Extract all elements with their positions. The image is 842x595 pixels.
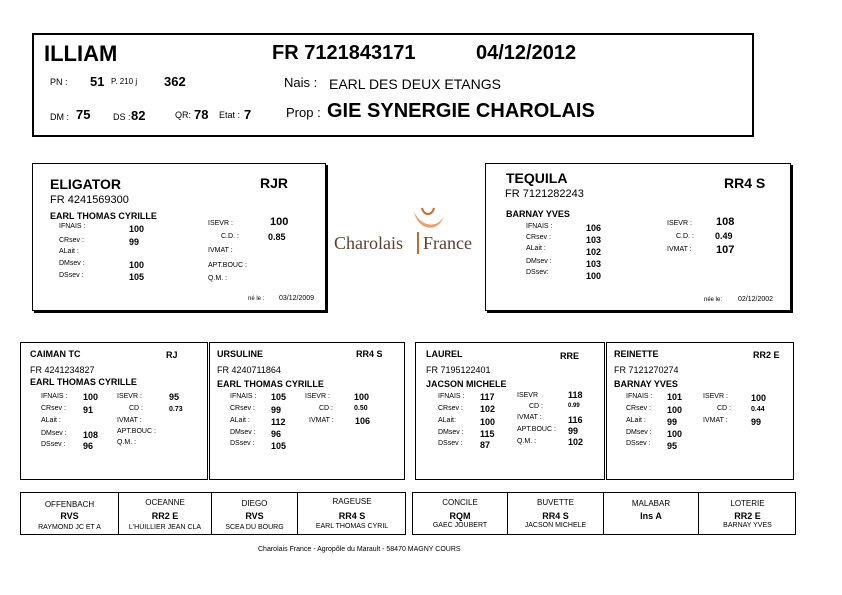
prop-value: GIE SYNERGIE CHAROLAIS	[327, 100, 595, 122]
dam-ivmat-label: IVMAT :	[667, 246, 692, 253]
dam-name: TEQUILA	[506, 170, 568, 186]
dam-alait-label: ALait :	[526, 245, 546, 252]
ancestor-cell	[298, 493, 406, 534]
ancestor-cell	[604, 493, 698, 534]
gp-crsev-value: 102	[480, 404, 496, 414]
gp-dmsev-label: DMsev :	[626, 429, 652, 436]
gp-ifnais-value: 100	[83, 392, 99, 402]
dam-ifnais-value: 106	[586, 223, 602, 233]
gp-dssev-label: DSsev :	[230, 440, 255, 447]
sire-dmsev-label: DMsev :	[59, 260, 85, 267]
gp-id: FR 4241234827	[30, 365, 95, 375]
dam-dmsev-value: 103	[586, 259, 602, 269]
p210-value: 362	[164, 74, 186, 89]
dam-born-label: née le:	[704, 297, 723, 303]
gp-code: RR4 S	[356, 349, 383, 359]
dm-value: 75	[76, 107, 91, 122]
gp-dmsev-label: DMsev :	[438, 429, 464, 436]
dam-cd-label: C.D. :	[676, 233, 694, 240]
ds-value: 82	[131, 108, 146, 123]
grandparent-card-reinette	[606, 342, 794, 480]
gp-dssev-label: DSsev :	[41, 441, 66, 448]
gp-name: CAIMAN TC	[30, 349, 81, 359]
dm-label: DM :	[50, 112, 69, 122]
gp-ivmat-value: 106	[355, 416, 371, 426]
gp-crsev-value: 91	[83, 405, 94, 415]
dam-isevr-label: ISEVR :	[667, 220, 692, 227]
nais-value: EARL DES DEUX ETANGS	[329, 76, 501, 92]
sire-code: RJR	[260, 175, 289, 191]
gp-qm-value: 102	[568, 437, 584, 447]
ancestor-owner: JACSON MICHELE	[524, 522, 587, 529]
sire-cd-value: 0.85	[268, 232, 286, 242]
gp-cd-label: CD :	[529, 403, 543, 410]
dam-dmsev-label: DMsev :	[526, 258, 552, 265]
gp-dssev-value: 95	[667, 441, 678, 451]
gp-ifnais-value: 117	[480, 392, 495, 402]
dam-ivmat-value: 107	[716, 244, 735, 256]
sire-apt-label: APT.BOUC :	[208, 262, 247, 269]
ancestor-code: RR2 E	[151, 511, 179, 521]
ancestor-cell	[413, 493, 507, 534]
gp-isevr-value: 95	[169, 392, 180, 402]
animal-date: 04/12/2012	[476, 42, 577, 64]
dam-born-value: 02/12/2002	[738, 296, 774, 303]
sire-ifnais-value: 100	[129, 224, 145, 234]
ancestor-code: RR4 S	[542, 511, 569, 521]
gp-dssev-value: 87	[480, 440, 491, 450]
footer-address: Charolais France - Agropôle du Marault - 58470 MAGNY COURS	[258, 546, 461, 553]
gp-crsev-label: CRsev :	[438, 405, 463, 412]
gp-dssev-label: DSsev :	[626, 440, 651, 447]
gp-name: URSULINE	[217, 349, 264, 359]
gp-dmsev-value: 115	[480, 429, 495, 439]
gp-dmsev-label: DMsev :	[41, 430, 67, 437]
animal-name: ILLIAM	[44, 41, 118, 66]
gp-ivmat-value: 116	[568, 415, 583, 425]
ancestor-code: RQM	[449, 511, 471, 521]
gp-cd-value: 0.44	[751, 406, 765, 413]
gp-ifnais-label: IFNAIS :	[230, 393, 257, 400]
gp-alait-value: 100	[480, 417, 496, 427]
gp-ivmat-label: IVMAT :	[703, 417, 728, 424]
pn-value: 51	[90, 74, 105, 89]
ancestor-name: BUVETTE	[537, 498, 574, 507]
qr-value: 78	[194, 107, 209, 122]
gp-dmsev-label: DMsev :	[230, 429, 256, 436]
gp-alait-label: ALait :	[626, 417, 646, 424]
sire-isevr-value: 100	[270, 216, 289, 228]
gp-alait-value: 99	[667, 417, 678, 427]
gp-dmsev-value: 100	[667, 429, 683, 439]
gp-cd-value: 0.73	[169, 406, 183, 413]
ancestor-name: LOTERIE	[730, 499, 765, 508]
gp-crsev-label: CRsev :	[626, 405, 651, 412]
animal-id: FR 7121843171	[272, 42, 416, 64]
gp-isevr-label: ISEVR	[517, 392, 539, 399]
sire-crsev-label: CRsev :	[59, 237, 84, 244]
ancestor-owner: RAYMOND JC ET A	[38, 524, 101, 531]
gp-code: RJ	[166, 350, 178, 360]
sire-born-value: 03/12/2009	[279, 295, 315, 302]
gp-ivmat-label: IVMAT :	[309, 417, 334, 424]
gp-crsev-value: 99	[271, 405, 282, 415]
ancestor-owner: BARNAY YVES	[723, 522, 772, 529]
gp-cd-value: 0.99	[568, 403, 580, 409]
sire-qm-label: Q.M. :	[208, 275, 228, 282]
gp-name: REINETTE	[614, 349, 659, 359]
gp-ifnais-label: IFNAIS :	[41, 393, 68, 400]
dam-card	[485, 163, 791, 311]
gp-isevr-value: 100	[354, 392, 370, 402]
gp-name: LAUREL	[426, 349, 463, 359]
ancestor-code: RVS	[245, 511, 264, 521]
gp-isevr-label: ISEVR :	[117, 393, 142, 400]
dam-breeder: BARNAY YVES	[506, 209, 570, 219]
gp-ivmat-value: 99	[751, 417, 762, 427]
gp-dmsev-value: 108	[83, 430, 99, 440]
sire-ifnais-label: IFNAIS :	[59, 223, 86, 230]
ancestor-code: Ins A	[640, 511, 662, 521]
gp-apt-label: APT.BOUC :	[517, 426, 556, 433]
ancestor-code: RVS	[60, 511, 79, 521]
gp-id: FR 7121270274	[614, 365, 679, 375]
gp-breeder: EARL THOMAS CYRILLE	[30, 377, 137, 387]
grandparent-card-ursuline	[209, 342, 405, 480]
gp-alait-label: ALait :	[41, 417, 61, 424]
ancestor-name: RAGEUSE	[332, 497, 372, 506]
ancestor-cell	[508, 493, 603, 534]
gp-breeder: JACSON MICHELE	[426, 379, 507, 389]
sire-isevr-label: ISEVR :	[208, 220, 233, 227]
dam-crsev-value: 103	[586, 235, 602, 245]
etat-label: Etat :	[219, 110, 241, 120]
ancestor-name: OFFENBACH	[44, 500, 95, 509]
sire-born-label: né le :	[248, 296, 265, 302]
ancestor-name: DIEGO	[241, 499, 268, 508]
ancestor-code: RR4 S	[338, 511, 366, 521]
gp-isevr-label: ISEVR :	[703, 393, 728, 400]
gp-ifnais-value: 105	[271, 392, 287, 402]
gp-ivmat-label: IVMAT :	[117, 417, 142, 424]
gp-qm-label: Q.M. :	[517, 438, 537, 445]
sire-alait-label: ALait :	[59, 248, 79, 255]
dam-dssev-value: 100	[586, 271, 602, 281]
ancestor-owner: EARL THOMAS CYRIL	[315, 523, 389, 530]
ancestor-owner: SCEA DU BOURG	[225, 524, 284, 531]
gp-ifnais-label: IFNAIS :	[626, 393, 653, 400]
sire-ivmat-label: IVMAT :	[208, 247, 233, 254]
sire-id: FR 4241569300	[50, 194, 129, 206]
grandparent-card-laurel	[415, 342, 605, 480]
sire-dssev-value: 105	[129, 272, 145, 282]
ancestor-group-2	[412, 492, 796, 535]
ancestor-cell	[212, 493, 297, 534]
nais-label: Nais :	[284, 75, 318, 90]
gp-breeder: BARNAY YVES	[614, 379, 678, 389]
gp-cd-label: CD :	[717, 405, 731, 412]
sire-card	[32, 163, 326, 311]
sire-crsev-value: 99	[129, 237, 140, 247]
ancestor-cell	[119, 493, 211, 534]
gp-dssev-label: DSsev :	[438, 440, 463, 447]
gp-ifnais-label: IFNAIS :	[438, 393, 465, 400]
gp-code: RRE	[560, 351, 580, 361]
ancestor-cell	[21, 493, 118, 534]
dam-code: RR4 S	[724, 175, 766, 191]
dam-cd-value: 0.49	[715, 231, 733, 241]
dam-alait-value: 102	[586, 247, 602, 257]
etat-value: 7	[244, 107, 252, 122]
ancestor-owner: L'HUILLIER JEAN CLA	[128, 524, 202, 531]
dam-isevr-value: 108	[716, 216, 735, 228]
gp-apt-label: APT.BOUC :	[117, 428, 156, 435]
grandparent-card-caiman	[20, 342, 208, 480]
gp-ivmat-label: IVMAT :	[517, 414, 542, 421]
gp-dssev-value: 105	[271, 441, 287, 451]
gp-isevr-value: 118	[568, 390, 583, 400]
gp-isevr-label: ISEVR :	[305, 393, 330, 400]
gp-alait-label: ALait :	[230, 417, 250, 424]
ancestor-group-1	[20, 492, 406, 535]
gp-crsev-label: CRsev :	[230, 405, 255, 412]
gp-isevr-value: 100	[751, 393, 767, 403]
gp-apt-value: 99	[568, 426, 579, 436]
gp-qm-label: Q.M. :	[117, 439, 137, 446]
ancestor-name: MALABAR	[631, 499, 671, 508]
prop-label: Prop :	[286, 105, 321, 120]
gp-ifnais-value: 101	[667, 392, 683, 402]
dam-id: FR 7121282243	[505, 188, 584, 200]
gp-cd-label: CD :	[319, 405, 333, 412]
dam-ifnais-label: IFNAIS :	[526, 223, 553, 230]
sire-breeder: EARL THOMAS CYRILLE	[50, 211, 157, 221]
ancestor-code: RR2 E	[734, 511, 761, 521]
ancestor-name: OCEANNE	[145, 498, 185, 507]
logo-divider	[417, 232, 419, 254]
logo-text-charolais: Charolais	[334, 233, 403, 253]
gp-alait-label: ALait:	[438, 417, 456, 424]
gp-alait-value: 112	[271, 417, 286, 427]
sire-cd-label: C.D. :	[221, 233, 239, 240]
logo-text-france: France	[423, 233, 472, 253]
animal-header	[32, 33, 754, 137]
gp-id: FR 4240711864	[217, 365, 281, 375]
ancestor-cell	[699, 493, 796, 534]
dam-crsev-label: CRsev :	[526, 234, 551, 241]
sire-dmsev-value: 100	[129, 260, 145, 270]
gp-cd-label: CD :	[129, 405, 143, 412]
ancestor-owner: GAEC JOUBERT	[432, 522, 488, 529]
gp-cd-value: 0.50	[354, 405, 368, 412]
gp-crsev-label: CRsev :	[41, 405, 66, 412]
gp-breeder: EARL THOMAS CYRILLE	[217, 379, 324, 389]
ancestor-name: CONCILE	[442, 498, 478, 507]
gp-code: RR2 E	[753, 350, 780, 360]
gp-id: FR 7195122401	[426, 365, 491, 375]
dam-dssev-label: DSsev:	[526, 269, 549, 276]
sire-name: ELIGATOR	[50, 176, 122, 192]
gp-dmsev-value: 96	[271, 429, 282, 439]
ds-label: DS :	[113, 112, 131, 122]
p210-label: P. 210 j	[111, 77, 138, 86]
charolais-logo	[334, 206, 474, 258]
gp-dssev-value: 96	[83, 441, 94, 451]
sire-dssev-label: DSsev :	[59, 272, 84, 279]
qr-label: QR:	[175, 110, 192, 120]
pn-label: PN :	[50, 77, 68, 87]
gp-crsev-value: 100	[667, 405, 683, 415]
